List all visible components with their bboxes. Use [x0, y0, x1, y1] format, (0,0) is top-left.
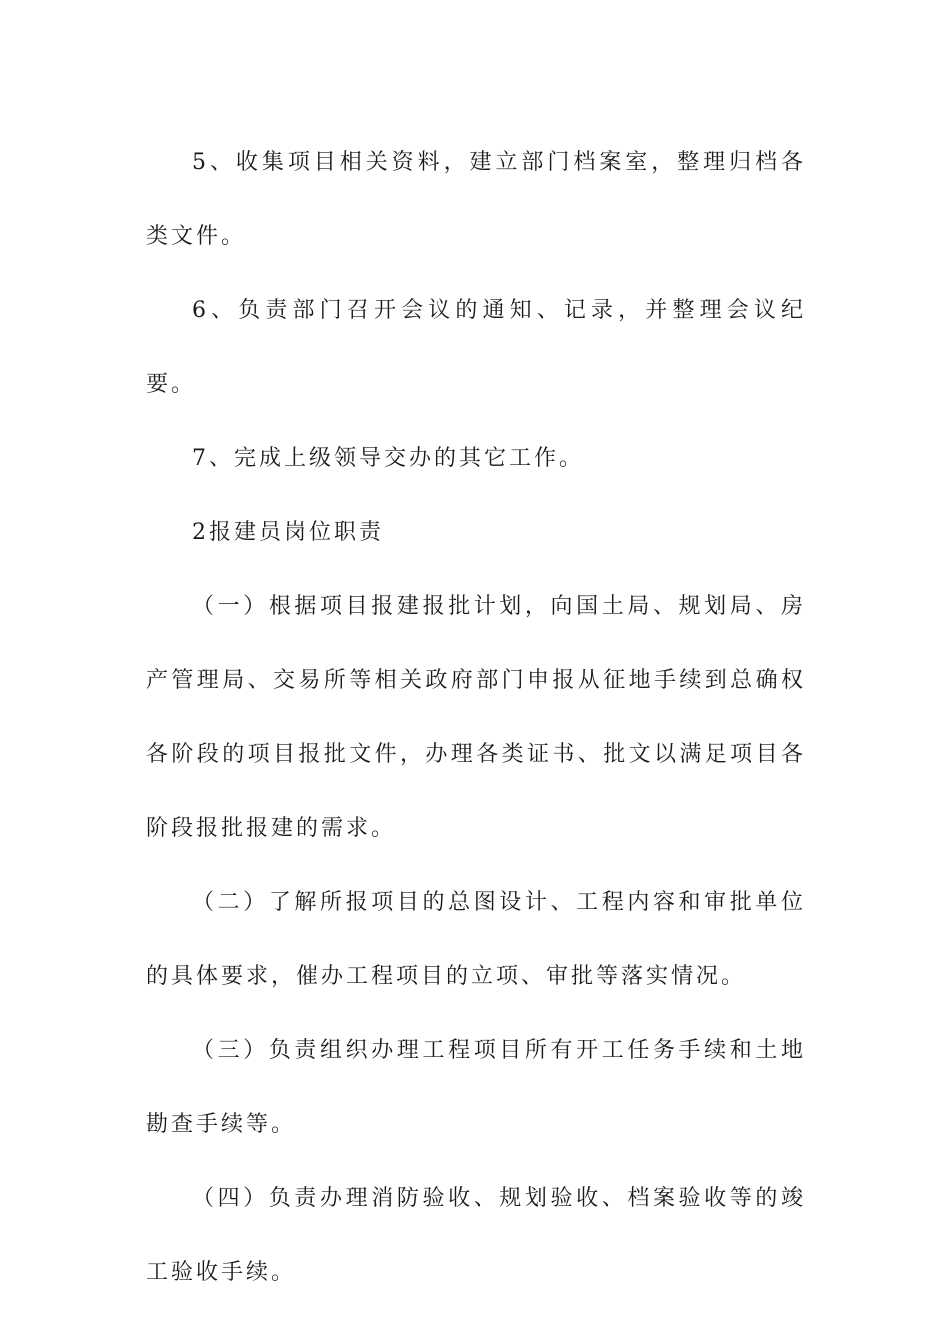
paragraph-item-5: 5、收集项目相关资料，建立部门档案室，整理归档各类文件。 [146, 150, 806, 249]
paragraph-item-6: 6、负责部门召开会议的通知、记录，并整理会议纪要。 [146, 298, 806, 397]
paragraph-duty-4: （四）负责办理消防验收、规划验收、档案验收等的竣工验收手续。 [146, 1186, 806, 1285]
document-body [146, 126, 806, 1310]
paragraph-item-7: 7、完成上级领导交办的其它工作。 [192, 446, 584, 471]
paragraph-duty-2: （二）了解所报项目的总图设计、工程内容和审批单位的具体要求，催办工程项目的立项、审批等落实情况。 [146, 890, 806, 989]
paragraph-duty-3: （三）负责组织办理工程项目所有开工任务手续和土地勘查手续等。 [146, 1038, 806, 1137]
paragraph-duty-1: （一）根据项目报建报批计划，向国土局、规划局、房产管理局、交易所等相关政府部门申报从征地手续到总确权各阶段的项目报批文件，办理各类证书、批文以满足项目各阶段报批报建的需求。 [146, 594, 806, 841]
section-heading: 2报建员岗位职责 [192, 520, 384, 545]
